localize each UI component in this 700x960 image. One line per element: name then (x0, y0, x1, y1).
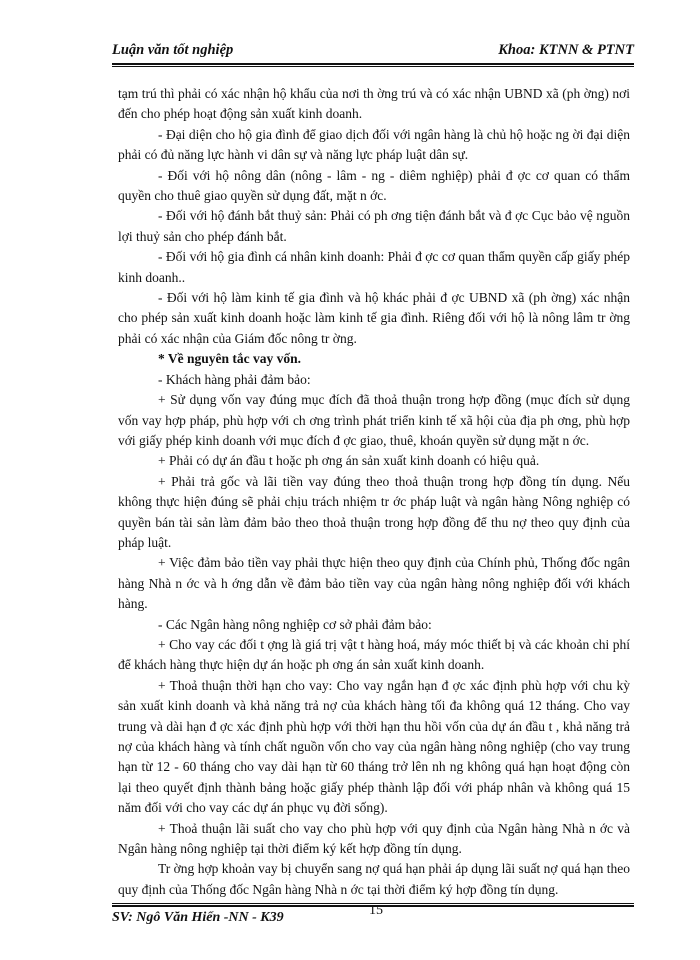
paragraph: + Cho vay các đối t ợng là giá trị vật t hàng hoá, máy móc thiết bị và các khoản chi phí để khách hàng thực hiện dự án hoặc ph ơng án sản xuất kinh doanh. (118, 636, 630, 673)
header-faculty: Khoa: KTNN & PTNT (498, 42, 634, 58)
page-number: 15 (369, 903, 383, 918)
paragraph: + Thoả thuận thời hạn cho vay: Cho vay ngắn hạn đ ợc xác định phù hợp với chu kỳ sản xuất kinh doanh và khả năng trả nợ của khách hàng tối đa không quá 12 tháng. Cho vay trung và dài hạn đ ợc xác định phù hợp với thời hạn thu hồi vốn của dự án đầu t , khả năng trả nợ của khách hàng và tính chất nguồn vốn cho vay của ngân hàng nông nghiệp (cho vay trung hạn từ 12 - 60 tháng cho vay dài hạn từ 60 tháng trở lên nh ng không quá hạn hoạt động còn lại theo quyết định thành bảng hoặc giấy phép thành lập đối với pháp nhân và không quá 15 năm đối với cho vay các dự án phục vụ đời sống). (118, 677, 630, 816)
paragraph: + Sử dụng vốn vay đúng mục đích đã thoả thuận trong hợp đồng (mục đích sử dụng vốn vay hợp pháp, phù hợp với ch ơng trình phát triển kinh tế xã hội của địa ph ơng, phù hợp với giấy phép kinh doanh với mục đích đ ợc giao, thuê, khoán quyền sử dụng mặt n ớc. (118, 392, 630, 448)
paragraph: - Khách hàng phải đảm bảo: (158, 371, 311, 387)
paragraph: + Thoả thuận lãi suất cho vay cho phù hợp với quy định của Ngân hàng Nhà n ớc và Ngân hàng nông nghiệp tại thời điểm ký kết hợp đồng tín dụng. (118, 820, 630, 857)
footer-author: SV: Ngô Văn Hiển -NN - K39 (112, 910, 284, 925)
paragraph: - Đối với hộ nông dân (nông - lâm - ng - diêm nghiệp) phải đ ợc cơ quan có thẩm quyền cho thuê giao quyền sử dụng đất, mặt n ớc. (118, 167, 630, 204)
paragraph: Tr ờng hợp khoản vay bị chuyển sang nợ quá hạn phải áp dụng lãi suất nợ quá hạn theo quy định của Thống đốc Ngân hàng Nhà n ớc tại thời điểm ký hợp đồng tín dụng. (118, 861, 630, 897)
paragraph: + Phải trả gốc và lãi tiền vay đúng theo thoả thuận trong hợp đồng tín dụng. Nếu không thực hiện đúng sẽ phải chịu trách nhiệm tr ớc pháp luật và ngân hàng Nông nghiệp có quyền bán tài sản làm đảm bảo theo thoả thuận trong hợp đồng để thu nợ theo quy định của pháp luật. (118, 473, 630, 550)
paragraph: - Đối với hộ gia đình cá nhân kinh doanh: Phải đ ợc cơ quan thẩm quyền cấp giấy phép kinh doanh.. (118, 249, 630, 285)
paragraph: - Các Ngân hàng nông nghiệp cơ sở phải đảm bảo: (158, 616, 432, 632)
section-heading: * Về nguyên tắc vay vốn. (158, 351, 302, 367)
header-rule (112, 63, 634, 67)
paragraph: - Đối với hộ làm kinh tế gia đình và hộ khác phải đ ợc UBND xã (ph ờng) xác nhận cho phép sản xuất kinh doanh hoặc làm kinh tế gia đình. Riêng đối với hộ là nông lâm tr ờng phải có xác nhận của Giám đốc nông tr ờng. (118, 290, 630, 346)
paragraph: + Việc đảm bảo tiền vay phải thực hiện theo quy định của Chính phủ, Thống đốc ngân hàng Nhà n ớc và h ớng dẫn về đảm bảo tiền vay của ngân hàng nông nghiệp đối với khách hàng. (118, 555, 630, 612)
paragraph: - Đại diện cho hộ gia đình để giao dịch đối với ngân hàng là chủ hộ hoặc ng ời đại diện phải có đủ năng lực hành vi dân sự và năng lực pháp luật dân sự. (118, 126, 630, 163)
paragraph: - Đối với hộ đánh bắt thuỷ sản: Phải có ph ơng tiện đánh bắt và đ ợc Cục bảo vệ nguồn lợi thuỷ sản cho phép đánh bắt. (118, 208, 630, 244)
header-thesis-title: Luận văn tốt nghiệp (112, 42, 234, 58)
document-body (118, 84, 630, 900)
paragraph: + Phải có dự án đầu t hoặc ph ơng án sản xuất kinh doanh có hiệu quả. (158, 453, 540, 469)
page-header (112, 42, 634, 62)
paragraph: tạm trú thì phải có xác nhận hộ khẩu của nơi th ờng trú và có xác nhận UBND xã (ph ờng) nơi đến cho phép hoạt động sản xuất kinh doanh. (118, 86, 630, 122)
